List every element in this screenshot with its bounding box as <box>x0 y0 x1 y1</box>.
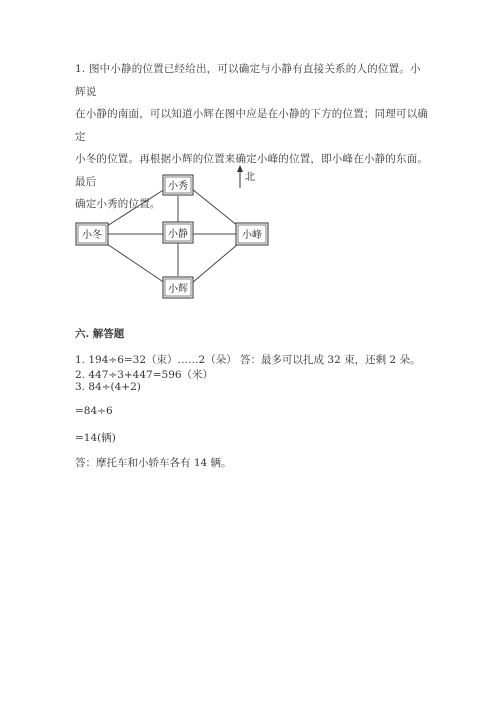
edge-top-right <box>192 189 238 226</box>
node-top <box>163 175 193 195</box>
answer-line-5: =14(辆) <box>75 432 116 444</box>
section-title: 六. 解答题 <box>75 328 125 340</box>
intro-line: 在小静的南面，可以知道小辉在图中应是在小静的下方的位置；同理可以确定 <box>75 108 429 143</box>
intro-line: 确定小秀的位置。 <box>75 198 161 210</box>
intro-line: 1. 图中小静的位置已经给出，可以确定与小静有直接关系的人的位置。小辉说 <box>75 63 421 98</box>
position-diagram <box>0 0 500 320</box>
node-right <box>236 223 268 245</box>
node-left-label: 小冬 <box>82 230 102 241</box>
node-center <box>163 222 193 243</box>
edge-left-bottom <box>107 244 165 283</box>
north-arrow-icon <box>237 165 243 188</box>
answer-line-2: 2. 447÷3+447=596（米） <box>75 369 214 381</box>
node-right-label: 小峰 <box>242 230 262 241</box>
answer-line-3: 3. 84÷(4+2) <box>75 381 141 393</box>
node-bottom <box>163 277 193 298</box>
node-center-label: 小静 <box>168 229 188 240</box>
edge-right-bottom <box>192 244 238 283</box>
answer-line-4: =84÷6 <box>75 405 113 417</box>
answer-line-6: 答：摩托车和小轿车各有 14 辆。 <box>75 457 232 469</box>
node-bottom-label: 小辉 <box>168 284 188 295</box>
node-left <box>76 223 108 245</box>
edge-top-left <box>107 189 165 226</box>
answer-line-1: 1. 194÷6=32（束）……2（朵） 答：最多可以扎成 32 束，还剩 2 朵。 <box>75 354 421 366</box>
north-label: 北 <box>245 172 255 183</box>
node-top-label: 小秀 <box>168 181 188 192</box>
intro-line: 小冬的位置。再根据小辉的位置来确定小峰的位置，即小峰在小静的东面。最后 <box>75 153 429 188</box>
